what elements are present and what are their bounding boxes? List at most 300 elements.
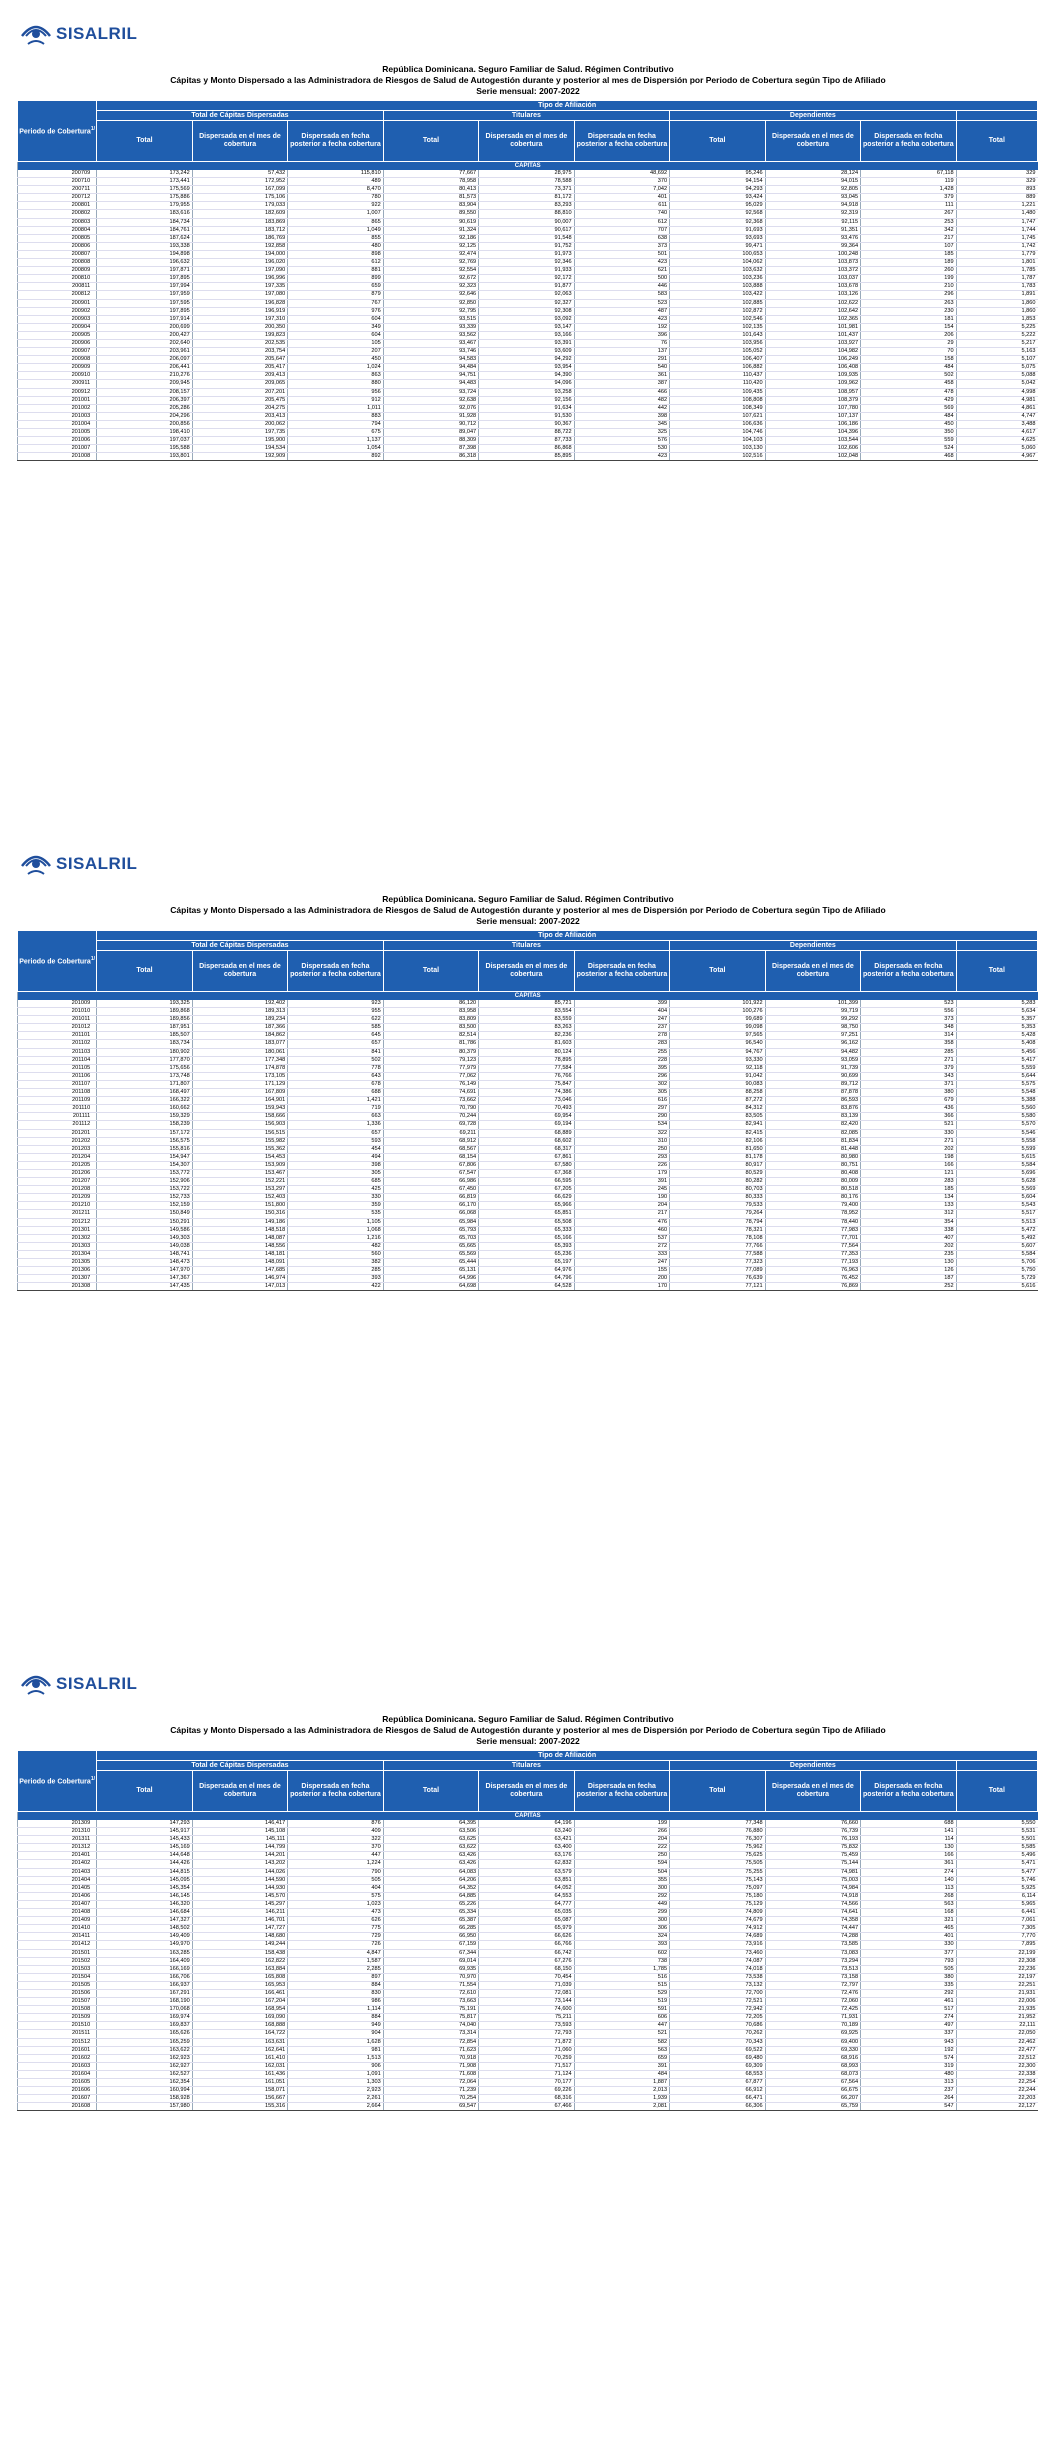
- value-cell: 102,135: [670, 323, 765, 331]
- value-cell: 72,942: [670, 2006, 765, 2014]
- value-cell: 505: [861, 1965, 956, 1973]
- column-header: Total: [97, 951, 192, 992]
- periodo-cell: 201406: [18, 1892, 97, 1900]
- value-cell: 169,837: [97, 2022, 192, 2030]
- value-cell: 447: [288, 1852, 383, 1860]
- table-row: [18, 396, 1038, 404]
- value-cell: 780: [288, 194, 383, 202]
- value-cell: 80,980: [765, 1153, 860, 1161]
- value-cell: 162,822: [192, 1957, 287, 1965]
- value-cell: 88,309: [383, 437, 478, 445]
- value-cell: 5,599: [956, 1145, 1037, 1153]
- value-cell: 85,895: [479, 453, 574, 461]
- table-row: [18, 242, 1038, 250]
- value-cell: 5,501: [956, 1836, 1037, 1844]
- value-cell: 563: [861, 1900, 956, 1908]
- value-cell: 66,819: [383, 1194, 478, 1202]
- value-cell: 497: [861, 2022, 956, 2030]
- value-cell: 319: [861, 2062, 956, 2070]
- value-cell: 271: [861, 1056, 956, 1064]
- periodo-cell: 201103: [18, 1048, 97, 1056]
- value-cell: 64,885: [383, 1892, 478, 1900]
- value-cell: 198: [861, 1153, 956, 1161]
- periodo-cell: 200807: [18, 250, 97, 258]
- value-cell: 73,144: [479, 1998, 574, 2006]
- value-cell: 177,348: [192, 1056, 287, 1064]
- value-cell: 519: [574, 1998, 669, 2006]
- value-cell: 312: [861, 1210, 956, 1218]
- value-cell: 193,325: [97, 1000, 192, 1008]
- value-cell: 22,127: [956, 2103, 1037, 2111]
- value-cell: 95,029: [670, 202, 765, 210]
- value-cell: 162,527: [97, 2070, 192, 2078]
- value-cell: 149,586: [97, 1226, 192, 1234]
- value-cell: 73,663: [383, 1998, 478, 2006]
- value-cell: 204,275: [192, 404, 287, 412]
- value-cell: 64,352: [383, 1884, 478, 1892]
- value-cell: 330: [861, 1941, 956, 1949]
- value-cell: 884: [288, 1981, 383, 1989]
- value-cell: 423: [574, 315, 669, 323]
- value-cell: 67,368: [479, 1169, 574, 1177]
- value-cell: 841: [288, 1048, 383, 1056]
- value-cell: 80,518: [765, 1186, 860, 1194]
- value-cell: 296: [574, 1072, 669, 1080]
- value-cell: 7,895: [956, 1941, 1037, 1949]
- value-cell: 158,239: [97, 1121, 192, 1129]
- value-cell: 342: [861, 226, 956, 234]
- value-cell: 5,607: [956, 1242, 1037, 1250]
- value-cell: 78,952: [765, 1210, 860, 1218]
- value-cell: 144,590: [192, 1876, 287, 1884]
- value-cell: 81,178: [670, 1153, 765, 1161]
- column-header: Dispersada en el mes de cobertura: [765, 121, 860, 162]
- value-cell: 67,466: [479, 2103, 574, 2111]
- group-header: Total de Cápitas Dispersadas: [97, 111, 383, 121]
- value-cell: 5,492: [956, 1234, 1037, 1242]
- value-cell: 461: [861, 1998, 956, 2006]
- capitas-table: [17, 1750, 1038, 2111]
- value-cell: 189,234: [192, 1016, 287, 1024]
- value-cell: 163,631: [192, 2038, 287, 2046]
- value-cell: 204: [574, 1202, 669, 1210]
- value-cell: 4,747: [956, 412, 1037, 420]
- value-cell: 66,471: [670, 2095, 765, 2103]
- value-cell: 69,194: [479, 1121, 574, 1129]
- value-cell: 207,201: [192, 388, 287, 396]
- value-cell: 740: [574, 210, 669, 218]
- value-cell: 338: [861, 1226, 956, 1234]
- value-cell: 482: [288, 1242, 383, 1250]
- value-cell: 65,793: [383, 1226, 478, 1234]
- periodo-label: Periodo de Cobertura: [19, 128, 91, 136]
- value-cell: 300: [574, 1917, 669, 1925]
- value-cell: 482: [574, 396, 669, 404]
- value-cell: 91,693: [670, 226, 765, 234]
- value-cell: 168: [861, 1909, 956, 1917]
- value-cell: 77,584: [479, 1064, 574, 1072]
- periodo-cell: 201105: [18, 1064, 97, 1072]
- value-cell: 423: [574, 453, 669, 461]
- value-cell: 556: [861, 1008, 956, 1016]
- value-cell: 145,108: [192, 1828, 287, 1836]
- value-cell: 899: [288, 275, 383, 283]
- value-cell: 152,221: [192, 1178, 287, 1186]
- value-cell: 2,013: [574, 2087, 669, 2095]
- sisalril-logo: [18, 844, 137, 884]
- table-row: [18, 2030, 1038, 2038]
- value-cell: 171,807: [97, 1080, 192, 1088]
- value-cell: 164,722: [192, 2030, 287, 2038]
- periodo-cell: 201002: [18, 404, 97, 412]
- periodo-cell: 201302: [18, 1234, 97, 1242]
- value-cell: 401: [861, 1933, 956, 1941]
- value-cell: 250: [574, 1145, 669, 1153]
- value-cell: 5,388: [956, 1097, 1037, 1105]
- value-cell: 91,324: [383, 226, 478, 234]
- value-cell: 897: [288, 1973, 383, 1981]
- value-cell: 187,951: [97, 1024, 192, 1032]
- value-cell: 881: [288, 267, 383, 275]
- table-row: [18, 1145, 1038, 1153]
- periodo-cell: 201205: [18, 1161, 97, 1169]
- value-cell: 1,860: [956, 299, 1037, 307]
- value-cell: 102,606: [765, 445, 860, 453]
- value-cell: 892: [288, 453, 383, 461]
- value-cell: 74,600: [479, 2006, 574, 2014]
- periodo-cell: 201409: [18, 1917, 97, 1925]
- periodo-cell: 201405: [18, 1884, 97, 1892]
- periodo-cell: 201003: [18, 412, 97, 420]
- value-cell: 5,217: [956, 339, 1037, 347]
- value-cell: 109,935: [765, 372, 860, 380]
- value-cell: 102,885: [670, 299, 765, 307]
- periodo-cell: 201411: [18, 1933, 97, 1941]
- value-cell: 65,851: [479, 1210, 574, 1218]
- table-row: [18, 1040, 1038, 1048]
- value-cell: 87,398: [383, 445, 478, 453]
- value-cell: 398: [288, 1161, 383, 1169]
- value-cell: 66,626: [479, 1933, 574, 1941]
- value-cell: 92,327: [479, 299, 574, 307]
- table-row: [18, 1820, 1038, 1828]
- value-cell: 333: [574, 1250, 669, 1258]
- table-row: [18, 1836, 1038, 1844]
- value-cell: 200,350: [192, 323, 287, 331]
- value-cell: 1,747: [956, 218, 1037, 226]
- periodo-cell: 201603: [18, 2062, 97, 2070]
- value-cell: 144,026: [192, 1868, 287, 1876]
- value-cell: 391: [574, 1178, 669, 1186]
- value-cell: 460: [574, 1226, 669, 1234]
- value-cell: 5,107: [956, 356, 1037, 364]
- value-cell: 22,199: [956, 1949, 1037, 1957]
- value-cell: 94,015: [765, 178, 860, 186]
- value-cell: 170: [574, 1283, 669, 1291]
- value-cell: 535: [288, 1210, 383, 1218]
- value-cell: 66,629: [479, 1194, 574, 1202]
- table-row: [18, 331, 1038, 339]
- value-cell: 147,367: [97, 1275, 192, 1283]
- value-cell: 515: [574, 1981, 669, 1989]
- value-cell: 585: [288, 1024, 383, 1032]
- value-cell: 101,399: [765, 1000, 860, 1008]
- value-cell: 329: [956, 170, 1037, 178]
- value-cell: 83,958: [383, 1008, 478, 1016]
- group-header: Total de Cápitas Dispersadas: [97, 1761, 383, 1771]
- value-cell: 74,641: [765, 1909, 860, 1917]
- column-header: Total: [383, 1771, 478, 1812]
- value-cell: 583: [574, 291, 669, 299]
- value-cell: 210: [861, 283, 956, 291]
- value-cell: 71,931: [765, 2014, 860, 2022]
- value-cell: 75,255: [670, 1868, 765, 1876]
- value-cell: 166,706: [97, 1973, 192, 1981]
- value-cell: 69,400: [765, 2038, 860, 2046]
- value-cell: 189,856: [97, 1016, 192, 1024]
- value-cell: 228: [574, 1056, 669, 1064]
- value-cell: 5,417: [956, 1056, 1037, 1064]
- value-cell: 91,928: [383, 412, 478, 420]
- value-cell: 185: [861, 1186, 956, 1194]
- value-cell: 291: [574, 356, 669, 364]
- value-cell: 145,433: [97, 1836, 192, 1844]
- value-cell: 72,521: [670, 1998, 765, 2006]
- value-cell: 183,616: [97, 210, 192, 218]
- value-cell: 71,124: [479, 2070, 574, 2078]
- periodo-cell: 201304: [18, 1250, 97, 1258]
- table-row: [18, 2062, 1038, 2070]
- value-cell: 200,699: [97, 323, 192, 331]
- value-cell: 169,090: [192, 2014, 287, 2022]
- table-row: [18, 1900, 1038, 1908]
- value-cell: 398: [574, 412, 669, 420]
- value-cell: 657: [288, 1129, 383, 1137]
- value-cell: 107: [861, 242, 956, 250]
- value-cell: 466: [574, 388, 669, 396]
- value-cell: 305: [288, 1169, 383, 1177]
- value-cell: 64,083: [383, 1868, 478, 1876]
- value-cell: 150,849: [97, 1210, 192, 1218]
- value-cell: 348: [861, 1024, 956, 1032]
- value-cell: 78,321: [670, 1226, 765, 1234]
- value-cell: 93,092: [479, 315, 574, 323]
- value-cell: 5,746: [956, 1876, 1037, 1884]
- periodo-cell: 201109: [18, 1097, 97, 1105]
- periodo-cell: 201112: [18, 1121, 97, 1129]
- value-cell: 68,073: [765, 2070, 860, 2078]
- table-row: [18, 291, 1038, 299]
- value-cell: 678: [288, 1080, 383, 1088]
- sisalril-logo-icon: [18, 16, 54, 52]
- table-row: [18, 348, 1038, 356]
- table-row: [18, 1113, 1038, 1121]
- periodo-cell: 201508: [18, 2006, 97, 2014]
- value-cell: 76,766: [479, 1072, 574, 1080]
- value-cell: 179,033: [192, 202, 287, 210]
- table-row: [18, 1259, 1038, 1267]
- report-titles: [0, 894, 1056, 927]
- value-cell: 643: [288, 1072, 383, 1080]
- value-cell: 247: [574, 1259, 669, 1267]
- value-cell: 68,567: [383, 1145, 478, 1153]
- value-cell: 81,448: [765, 1145, 860, 1153]
- value-cell: 196,919: [192, 307, 287, 315]
- value-cell: 2,285: [288, 1965, 383, 1973]
- value-cell: 92,646: [383, 291, 478, 299]
- value-cell: 190: [574, 1194, 669, 1202]
- value-cell: 65,665: [383, 1242, 478, 1250]
- value-cell: 82,420: [765, 1121, 860, 1129]
- value-cell: 5,060: [956, 445, 1037, 453]
- value-cell: 83,505: [670, 1113, 765, 1121]
- value-cell: 442: [574, 404, 669, 412]
- value-cell: 604: [288, 315, 383, 323]
- value-cell: 387: [574, 380, 669, 388]
- value-cell: 92,638: [383, 396, 478, 404]
- value-cell: 5,543: [956, 1202, 1037, 1210]
- value-cell: 264: [861, 2095, 956, 2103]
- value-cell: 955: [288, 1008, 383, 1016]
- value-cell: 148,680: [192, 1933, 287, 1941]
- value-cell: 130: [861, 1844, 956, 1852]
- value-cell: 5,477: [956, 1868, 1037, 1876]
- table-row: [18, 404, 1038, 412]
- capitas-table: [17, 100, 1038, 461]
- value-cell: 79,533: [670, 1202, 765, 1210]
- table-row: [18, 1008, 1038, 1016]
- value-cell: 5,357: [956, 1016, 1037, 1024]
- value-cell: 22,251: [956, 1981, 1037, 1989]
- value-cell: 354: [861, 1218, 956, 1226]
- value-cell: 889: [956, 194, 1037, 202]
- periodo-cell: 200905: [18, 331, 97, 339]
- column-header: Dispersada en el mes de cobertura: [479, 1771, 574, 1812]
- value-cell: 88,722: [479, 429, 574, 437]
- value-cell: 93,339: [383, 323, 478, 331]
- column-header: Total: [670, 951, 765, 992]
- value-cell: 192,402: [192, 1000, 287, 1008]
- value-cell: 371: [861, 1080, 956, 1088]
- value-cell: 1,744: [956, 226, 1037, 234]
- value-cell: 104,103: [670, 437, 765, 445]
- value-cell: 611: [574, 202, 669, 210]
- value-cell: 155: [574, 1267, 669, 1275]
- value-cell: 197,871: [97, 267, 192, 275]
- value-cell: 217: [574, 1210, 669, 1218]
- value-cell: 192: [861, 2046, 956, 2054]
- table-row: [18, 412, 1038, 420]
- value-cell: 167,291: [97, 1989, 192, 1997]
- value-cell: 105,052: [670, 348, 765, 356]
- periodo-cell: 201303: [18, 1242, 97, 1250]
- value-cell: 1,587: [288, 1957, 383, 1965]
- value-cell: 94,767: [670, 1048, 765, 1056]
- periodo-header: [18, 931, 97, 992]
- value-cell: 205,286: [97, 404, 192, 412]
- value-cell: 80,408: [765, 1169, 860, 1177]
- value-cell: 66,986: [383, 1178, 478, 1186]
- value-cell: 5,575: [956, 1080, 1037, 1088]
- value-cell: 266: [574, 1828, 669, 1836]
- table-row: [18, 202, 1038, 210]
- value-cell: 126: [861, 1267, 956, 1275]
- value-cell: 68,993: [765, 2062, 860, 2070]
- group-header: Total de Cápitas Dispersadas: [97, 941, 383, 951]
- value-cell: 199,823: [192, 331, 287, 339]
- value-cell: 92,125: [383, 242, 478, 250]
- value-cell: 93,954: [479, 364, 574, 372]
- value-cell: 898: [288, 250, 383, 258]
- value-cell: 28,124: [765, 170, 860, 178]
- value-cell: 64,052: [479, 1884, 574, 1892]
- value-cell: 87,733: [479, 437, 574, 445]
- periodo-cell: 201509: [18, 2014, 97, 2022]
- value-cell: 87,272: [670, 1097, 765, 1105]
- value-cell: 5,569: [956, 1186, 1037, 1194]
- periodo-cell: 201210: [18, 1202, 97, 1210]
- value-cell: 149,303: [97, 1234, 192, 1242]
- table-row: [18, 259, 1038, 267]
- value-cell: 576: [574, 437, 669, 445]
- value-cell: 7,305: [956, 1925, 1037, 1933]
- periodo-cell: 201608: [18, 2103, 97, 2111]
- value-cell: 146,974: [192, 1275, 287, 1283]
- value-cell: 2,923: [288, 2087, 383, 2095]
- value-cell: 97,251: [765, 1032, 860, 1040]
- value-cell: 180,902: [97, 1048, 192, 1056]
- value-cell: 77,353: [765, 1250, 860, 1258]
- value-cell: 504: [574, 1868, 669, 1876]
- table-row: [18, 420, 1038, 428]
- value-cell: 330: [288, 1194, 383, 1202]
- value-cell: 70,454: [479, 1973, 574, 1981]
- value-cell: 329: [956, 178, 1037, 186]
- value-cell: 1,137: [288, 437, 383, 445]
- periodo-cell: 201606: [18, 2087, 97, 2095]
- value-cell: 97,565: [670, 1032, 765, 1040]
- value-cell: 93,258: [479, 388, 574, 396]
- value-cell: 645: [288, 1032, 383, 1040]
- periodo-cell: 200909: [18, 364, 97, 372]
- periodo-cell: 201001: [18, 396, 97, 404]
- value-cell: 626: [288, 1917, 383, 1925]
- value-cell: 192: [574, 323, 669, 331]
- value-cell: 94,390: [479, 372, 574, 380]
- value-cell: 153,467: [192, 1169, 287, 1177]
- value-cell: 943: [861, 2038, 956, 2046]
- value-cell: 92,368: [670, 218, 765, 226]
- table-row: [18, 1178, 1038, 1186]
- value-cell: 65,966: [479, 1202, 574, 1210]
- value-cell: 22,308: [956, 1957, 1037, 1965]
- value-cell: 1,785: [574, 1965, 669, 1973]
- value-cell: 76,869: [765, 1283, 860, 1291]
- value-cell: 404: [574, 1008, 669, 1016]
- value-cell: 64,777: [479, 1900, 574, 1908]
- value-cell: 146,684: [97, 1909, 192, 1917]
- value-cell: 292: [574, 1892, 669, 1900]
- value-cell: 537: [574, 1234, 669, 1242]
- value-cell: 616: [574, 1097, 669, 1105]
- column-header: Total: [383, 951, 478, 992]
- value-cell: 80,413: [383, 186, 478, 194]
- table-row: [18, 1169, 1038, 1177]
- value-cell: 268: [861, 1892, 956, 1900]
- value-cell: 93,467: [383, 339, 478, 347]
- table-row: [18, 226, 1038, 234]
- value-cell: 94,154: [670, 178, 765, 186]
